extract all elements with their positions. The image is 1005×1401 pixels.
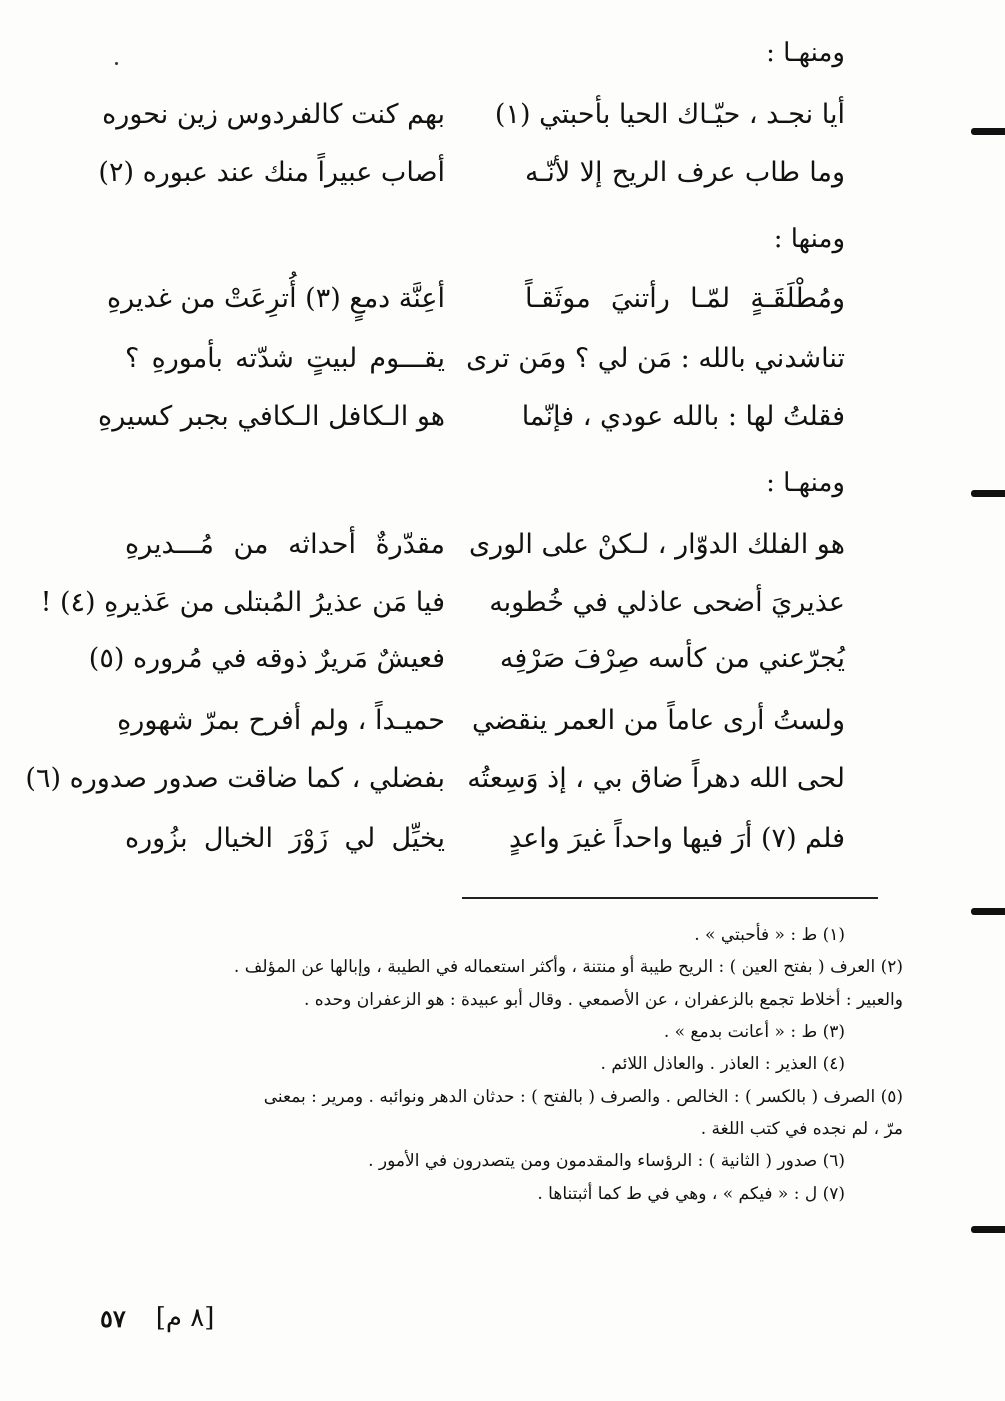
verse-second-hemistich: يقـــوم لبيتٍ شدّته بأمورهِ ؟ (125, 342, 445, 374)
verse-second-hemistich: يخيِّل لي زَوْرَ الخيال بزُوره (125, 822, 445, 854)
footnote-continuation: والعبير : أخلاط تجمع بالزعفران ، عن الأصمعي . وقال أبو عبيدة : هو الزعفران وحده . (303, 989, 903, 1010)
verse-line (25, 756, 845, 800)
section-heading: ومنهـا : (766, 468, 845, 498)
margin-tick (971, 490, 1005, 497)
verse-line (98, 150, 845, 194)
verse-second-hemistich: بهم كنت كالفردوس زين نحوره (102, 98, 445, 130)
page-number: ٥٧ (100, 1303, 126, 1333)
verse-line (40, 580, 845, 624)
verse-second-hemistich: بفضلي ، كما ضاقت صدور صدوره (٦) (25, 762, 445, 794)
verse-first-hemistich: تناشدني بالله : مَن لي ؟ ومَن ترى (466, 342, 845, 374)
verse-second-hemistich: فعيشٌ مَريرٌ ذوقه في مُروره (٥) (88, 642, 445, 674)
verse-first-hemistich: عذيريَ أضحى عاذلي في خُطوبه (489, 586, 845, 618)
verse-first-hemistich: هو الفلك الدوّار ، لـكنْ على الورى (469, 528, 845, 560)
footnote-separator (462, 897, 878, 899)
footnote: (٧) ل : « فيكم » ، وهي في ط كما أثبتناها . (537, 1183, 845, 1204)
verse-first-hemistich: أيا نجـد ، حيّـاك الحيا بأحبتي (١) (494, 98, 845, 130)
verse-second-hemistich: مقدّرةٌ أحداثه من مُـــديرهِ (125, 528, 445, 560)
verse-first-hemistich: ومُطْلَقَـةٍ لمّـا رأتنيَ موثَقـاً (525, 282, 845, 314)
verse-line (117, 698, 845, 742)
footnote: (٣) ط : « أعانت بدمع » . (663, 1022, 845, 1043)
verse-line (102, 92, 845, 136)
verse-first-hemistich: فلم (٧) أرَ فيها واحداً غيرَ واعدٍ (508, 822, 845, 854)
verse-first-hemistich: يُجرّعني من كأسه صِرْفَ صَرْفِه (499, 642, 845, 674)
verse-second-hemistich: هو الـكافل الـكافي بجبر كسيرهِ (98, 400, 445, 432)
margin-tick (971, 128, 1005, 135)
section-heading: ومنهـا : (766, 38, 845, 68)
footnote-continuation: مرّ ، لم نجده في كتب اللغة . (700, 1119, 903, 1140)
verse-second-hemistich: أصاب عبيراً منك عند عبوره (٢) (98, 156, 445, 188)
verse-line (98, 394, 845, 438)
footnote: (٢) العرف ( بفتح العين ) : الريح طيبة أو منتنة ، وأكثر استعماله في الطيبة ، وإبالها عن المؤلف . (233, 957, 903, 978)
verse-second-hemistich: أعِنَّة دمعٍ (٣) أُترِعَتْ من غديرهِ (107, 282, 445, 314)
verse-line (88, 636, 845, 680)
footnote: (١) ط : « فأحبتي » . (694, 925, 845, 945)
verse-first-hemistich: لحى الله دهراً ضاق بي ، إذ وَسِعتُه (467, 762, 845, 794)
verse-line (125, 816, 845, 860)
footnote: (٤) العذير : العاذر . والعاذل اللائم . (600, 1054, 845, 1075)
footnote: (٥) الصرف ( بالكسر ) : الخالص . والصرف ( بالفتح ) : حدثان الدهر ونوائبه . ومرير : بمعنى (263, 1086, 903, 1107)
verse-first-hemistich: وما طاب عرف الريح إلا لأنّـه (525, 156, 845, 188)
section-heading: ومنها : (773, 224, 845, 254)
verse-second-hemistich: فيا مَن عذيرُ المُبتلى من عَذيرهِ (٤) ! (40, 586, 445, 618)
stray-mark (115, 62, 118, 65)
verse-line (125, 336, 845, 380)
verse-first-hemistich: فقلتُ لها : بالله عودي ، فإنّما (521, 400, 845, 432)
verse-first-hemistich: ولستُ أرى عاماً من العمر ينقضي (472, 704, 845, 736)
margin-tick (971, 1226, 1005, 1233)
verse-second-hemistich: حميـداً ، ولم أفرح بمرّ شهورهِ (117, 704, 445, 736)
footnotes (105, 922, 903, 1213)
signature-mark: [٨ م] (155, 1303, 215, 1333)
page-footer (100, 1303, 214, 1333)
verse-line (125, 522, 845, 566)
footnote: (٦) صدور ( الثانية ) : الرؤساء والمقدمون ومن يتصدرون في الأمور . (368, 1151, 845, 1172)
verse-line (107, 276, 845, 320)
margin-tick (971, 908, 1005, 915)
